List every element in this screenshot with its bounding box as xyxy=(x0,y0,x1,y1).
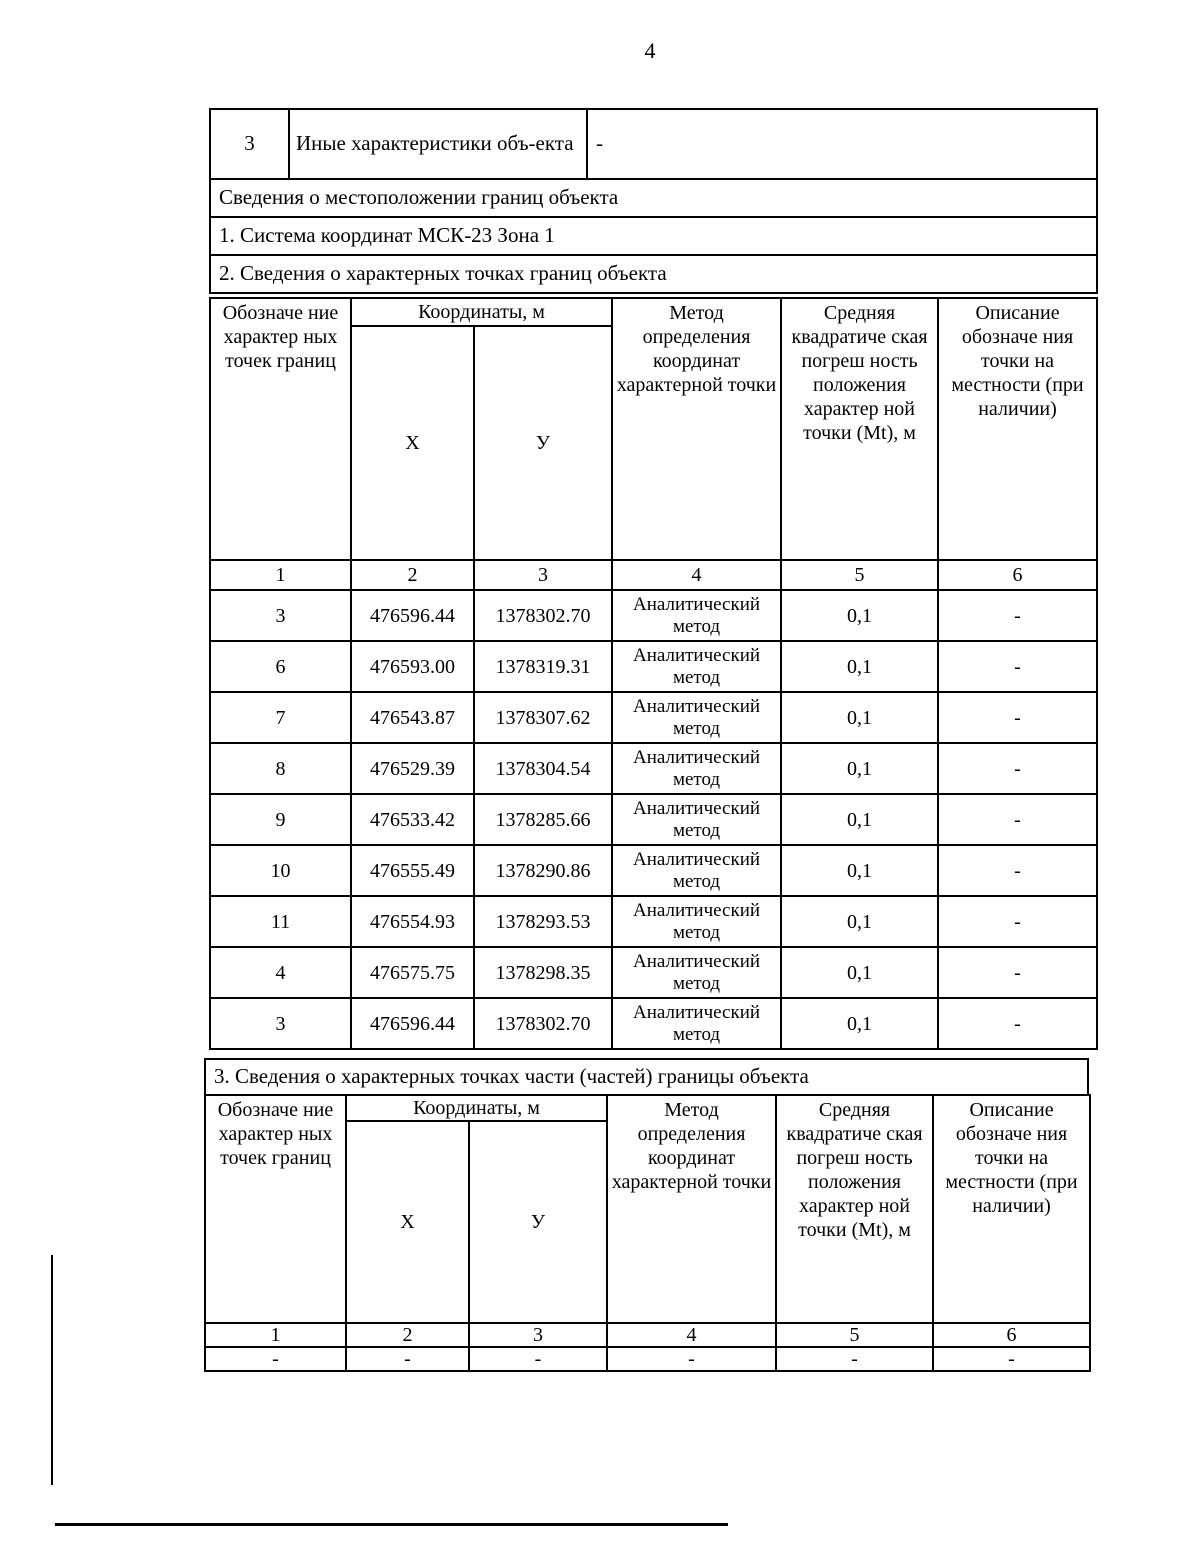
column-number: 6 xyxy=(938,560,1097,590)
other-characteristics-value: - xyxy=(587,109,1097,179)
point-error: 0,1 xyxy=(781,845,938,896)
point-y: 1378304.54 xyxy=(474,743,612,794)
part-section-title: 3. Сведения о характерных точках части (частей) границы объекта xyxy=(205,1059,1088,1095)
point-x: 476593.00 xyxy=(351,641,474,692)
table-row xyxy=(210,998,1097,1049)
point-id: 3 xyxy=(210,998,351,1049)
point-id: 4 xyxy=(210,947,351,998)
empty-cell: - xyxy=(469,1347,607,1371)
points-header: 2. Сведения о характерных точках границ объекта xyxy=(210,255,1097,293)
column-number: 4 xyxy=(612,560,781,590)
error-header: Средняя квадратиче ская погреш ность положения характер ной точки (Mt), м xyxy=(781,298,938,560)
point-error: 0,1 xyxy=(781,590,938,641)
point-y: 1378293.53 xyxy=(474,896,612,947)
object-info-table xyxy=(209,108,1098,294)
column-number: 1 xyxy=(210,560,351,590)
point-error: 0,1 xyxy=(781,947,938,998)
point-description: - xyxy=(938,896,1097,947)
point-id: 6 xyxy=(210,641,351,692)
column-number: 3 xyxy=(469,1323,607,1347)
method-header: Метод определения координат характерной точки xyxy=(612,298,781,560)
point-method: Аналитический метод xyxy=(612,845,781,896)
point-id: 7 xyxy=(210,692,351,743)
x-header: X xyxy=(351,326,474,560)
location-header: Сведения о местоположении границ объекта xyxy=(210,179,1097,217)
column-number-row xyxy=(205,1323,1090,1347)
point-method: Аналитический метод xyxy=(612,794,781,845)
point-method: Аналитический метод xyxy=(612,743,781,794)
point-x: 476596.44 xyxy=(351,998,474,1049)
point-x: 476596.44 xyxy=(351,590,474,641)
description-header: Описание обозначе ния точки на местности (при наличии) xyxy=(938,298,1097,560)
point-error: 0,1 xyxy=(781,998,938,1049)
point-method: Аналитический метод xyxy=(612,641,781,692)
point-method: Аналитический метод xyxy=(612,896,781,947)
empty-cell: - xyxy=(933,1347,1090,1371)
table-row xyxy=(210,641,1097,692)
table-row xyxy=(210,896,1097,947)
point-x: 476575.75 xyxy=(351,947,474,998)
margin-line xyxy=(51,1255,53,1485)
point-method: Аналитический метод xyxy=(612,692,781,743)
point-y: 1378298.35 xyxy=(474,947,612,998)
point-error: 0,1 xyxy=(781,794,938,845)
y-header: У xyxy=(474,326,612,560)
point-description: - xyxy=(938,947,1097,998)
column-number: 2 xyxy=(346,1323,469,1347)
point-description: - xyxy=(938,590,1097,641)
point-id: 3 xyxy=(210,590,351,641)
point-description: - xyxy=(938,794,1097,845)
table-row xyxy=(210,845,1097,896)
column-number: 1 xyxy=(205,1323,346,1347)
boundary-points-table xyxy=(209,297,1098,1050)
point-y: 1378285.66 xyxy=(474,794,612,845)
part-points-table xyxy=(204,1094,1091,1372)
method-header: Метод определения координат характерной точки xyxy=(607,1095,776,1323)
coordinate-system: 1. Система координат МСК-23 Зона 1 xyxy=(210,217,1097,255)
coordinates-header: Координаты, м xyxy=(346,1095,607,1121)
point-description: - xyxy=(938,692,1097,743)
point-error: 0,1 xyxy=(781,692,938,743)
table-row xyxy=(210,794,1097,845)
point-y: 1378302.70 xyxy=(474,590,612,641)
point-y: 1378302.70 xyxy=(474,998,612,1049)
point-method: Аналитический метод xyxy=(612,947,781,998)
x-header: X xyxy=(346,1121,469,1323)
empty-cell: - xyxy=(607,1347,776,1371)
point-method: Аналитический метод xyxy=(612,590,781,641)
table-header-row xyxy=(210,298,1097,326)
other-characteristics-label: Иные характеристики объ-екта xyxy=(289,109,587,179)
row-number: 3 xyxy=(210,109,289,179)
column-number: 3 xyxy=(474,560,612,590)
page-number: 4 xyxy=(644,38,656,63)
error-header: Средняя квадратиче ская погреш ность положения характер ной точки (Mt), м xyxy=(776,1095,933,1323)
y-header: У xyxy=(469,1121,607,1323)
point-x: 476554.93 xyxy=(351,896,474,947)
point-x: 476555.49 xyxy=(351,845,474,896)
column-number: 5 xyxy=(781,560,938,590)
description-header: Описание обозначе ния точки на местности (при наличии) xyxy=(933,1095,1090,1323)
point-description: - xyxy=(938,641,1097,692)
empty-cell: - xyxy=(776,1347,933,1371)
column-number-row xyxy=(210,560,1097,590)
point-id: 9 xyxy=(210,794,351,845)
column-number: 6 xyxy=(933,1323,1090,1347)
table-header-row xyxy=(205,1095,1090,1121)
table-row xyxy=(210,692,1097,743)
empty-cell: - xyxy=(346,1347,469,1371)
point-id: 8 xyxy=(210,743,351,794)
table-row xyxy=(205,1347,1090,1371)
point-x: 476543.87 xyxy=(351,692,474,743)
bottom-line xyxy=(55,1523,728,1526)
designation-header: Обозначе ние характер ных точек границ xyxy=(205,1095,346,1323)
point-method: Аналитический метод xyxy=(612,998,781,1049)
point-y: 1378307.62 xyxy=(474,692,612,743)
point-id: 11 xyxy=(210,896,351,947)
table-row xyxy=(210,947,1097,998)
point-description: - xyxy=(938,743,1097,794)
point-description: - xyxy=(938,998,1097,1049)
coordinates-header: Координаты, м xyxy=(351,298,612,326)
point-error: 0,1 xyxy=(781,896,938,947)
column-number: 2 xyxy=(351,560,474,590)
part-section-title-table xyxy=(204,1058,1089,1096)
point-description: - xyxy=(938,845,1097,896)
column-number: 4 xyxy=(607,1323,776,1347)
point-error: 0,1 xyxy=(781,641,938,692)
table-row xyxy=(210,743,1097,794)
other-characteristics-row xyxy=(210,109,1097,179)
point-y: 1378319.31 xyxy=(474,641,612,692)
designation-header: Обозначе ние характер ных точек границ xyxy=(210,298,351,560)
table-row xyxy=(210,590,1097,641)
point-y: 1378290.86 xyxy=(474,845,612,896)
point-x: 476533.42 xyxy=(351,794,474,845)
point-x: 476529.39 xyxy=(351,743,474,794)
empty-cell: - xyxy=(205,1347,346,1371)
point-error: 0,1 xyxy=(781,743,938,794)
point-id: 10 xyxy=(210,845,351,896)
column-number: 5 xyxy=(776,1323,933,1347)
